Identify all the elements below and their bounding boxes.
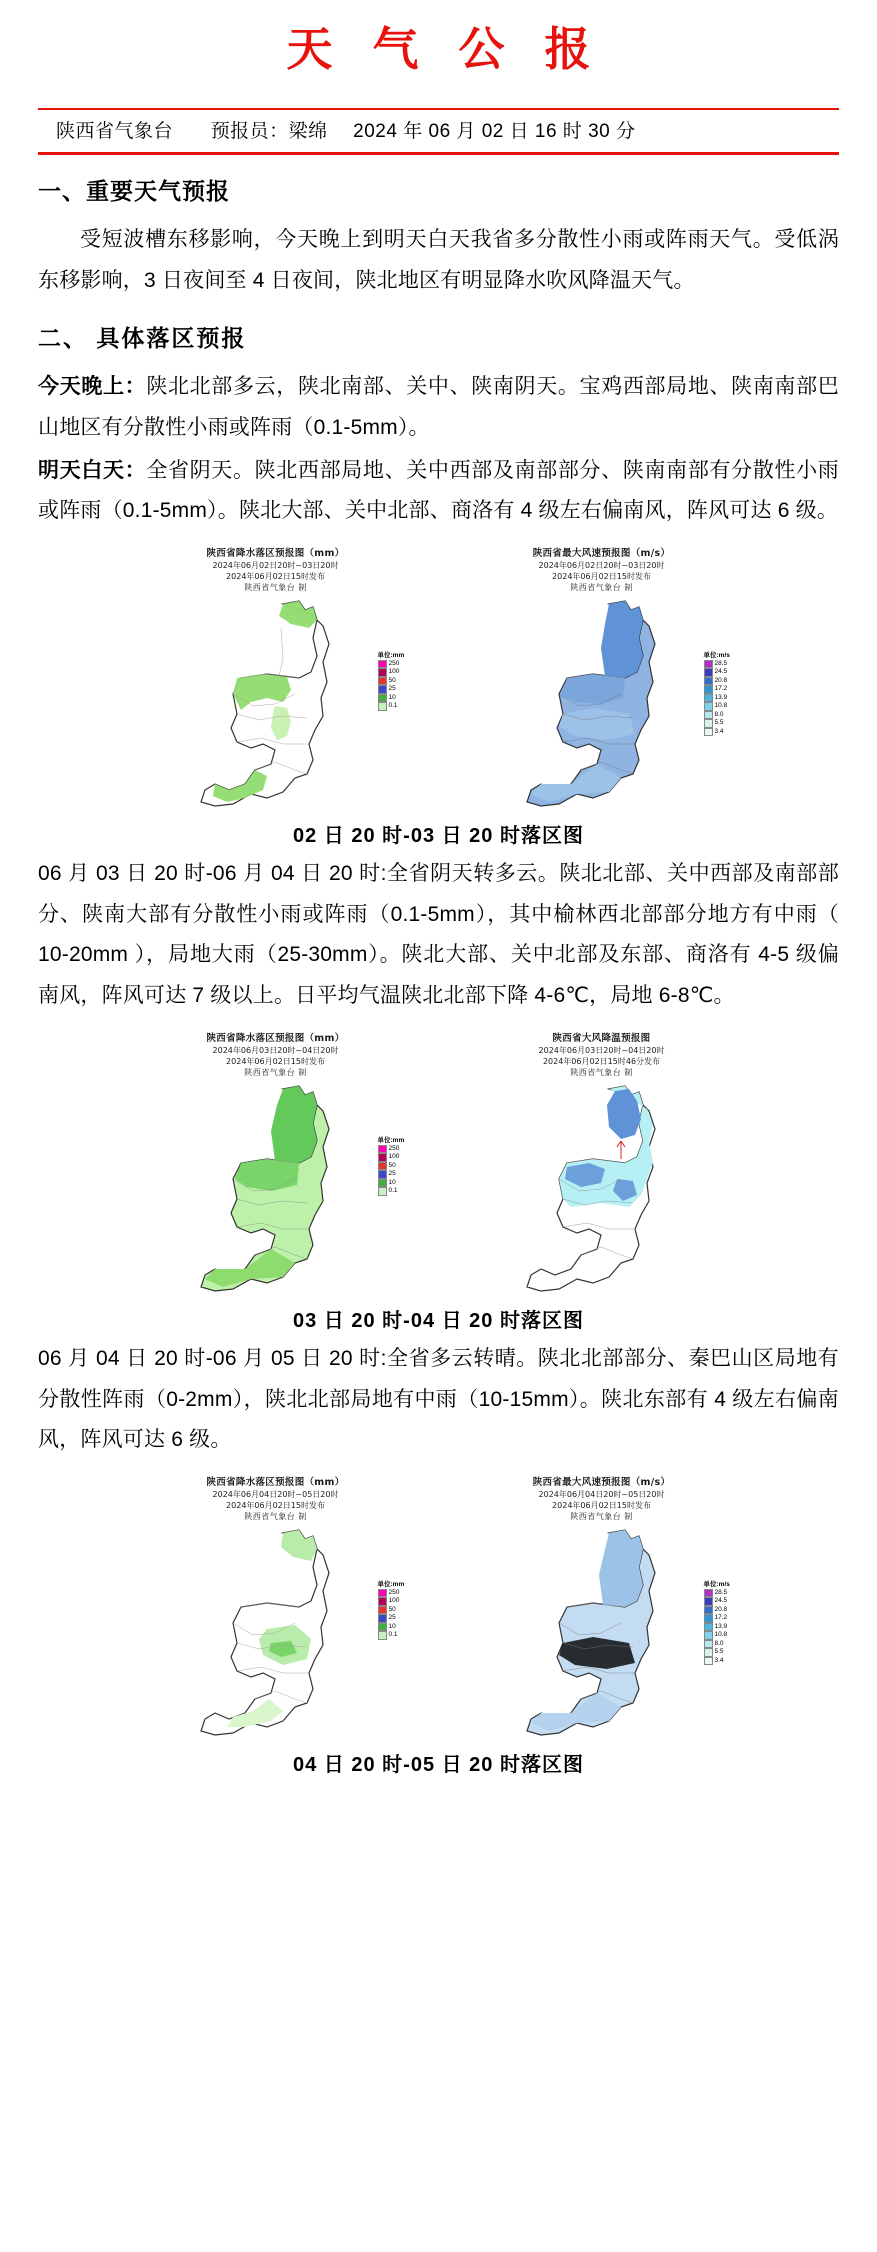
legend-swatch — [378, 1623, 387, 1632]
map-title-block — [126, 548, 426, 593]
map-panel-precip-1 — [126, 548, 426, 812]
forecaster-name: 梁绵 — [288, 121, 328, 143]
legend-item — [704, 702, 750, 711]
shaanxi-temp-drop-map-icon — [497, 1083, 707, 1295]
legend-item — [704, 668, 750, 677]
legend-item — [378, 1153, 424, 1162]
legend-label: 13.9 — [714, 1622, 728, 1630]
legend-unit: 单位:m/s — [703, 651, 730, 659]
map-title-block — [126, 1477, 426, 1522]
map-legend — [378, 1135, 424, 1196]
legend-swatch — [704, 719, 713, 728]
map-canvas — [452, 598, 752, 813]
legend-label: 28.5 — [714, 659, 728, 667]
page-title: 天 气 公 报 — [286, 22, 603, 76]
legend-swatch — [378, 1606, 387, 1615]
map-period: 2024年06月04日20时~05日20时 — [212, 1490, 339, 1500]
legend-swatch — [704, 1597, 713, 1606]
legend-label: 8.0 — [714, 1639, 724, 1647]
legend-label: 10 — [388, 1622, 396, 1630]
map-title: 陕西省大风降温预报图 — [552, 1033, 651, 1045]
legend-item — [704, 1640, 750, 1649]
header-rule-bottom — [38, 152, 839, 155]
legend-swatch — [378, 1170, 387, 1179]
legend-label: 0.1 — [388, 1187, 398, 1195]
map-canvas — [452, 1083, 752, 1298]
legend-item — [704, 711, 750, 720]
legend-swatch — [704, 1614, 713, 1623]
legend-label: 50 — [388, 676, 396, 684]
legend-label: 250 — [388, 1588, 400, 1596]
map-pair-3 — [38, 1477, 839, 1741]
figure-caption-3: 04 日 20 时-05 日 20 时落区图 — [293, 1753, 584, 1776]
map-canvas — [126, 1527, 426, 1742]
map-legend — [378, 650, 424, 711]
legend-swatch — [704, 1657, 713, 1666]
map-period: 2024年06月02日20时~03日20时 — [212, 561, 339, 571]
legend-swatch — [704, 711, 713, 720]
legend-unit: 单位:m/s — [703, 1580, 730, 1588]
legend-swatch — [378, 702, 387, 711]
legend-swatch — [378, 1631, 387, 1640]
legend-label: 50 — [388, 1161, 396, 1169]
map-canvas — [126, 1083, 426, 1298]
map-title-block — [452, 548, 752, 593]
issue-timestamp: 2024 年 06 月 02 日 16 时 30 分 — [353, 121, 636, 143]
legend-item — [704, 1589, 750, 1598]
legend-item — [378, 685, 424, 694]
legend-swatch — [378, 694, 387, 703]
legend-label: 20.8 — [714, 1605, 728, 1613]
map-maker: 陕西省气象台 制 — [570, 1511, 633, 1521]
legend-item — [378, 1187, 424, 1196]
map-issued: 2024年06月02日15时发布 — [226, 1056, 325, 1066]
legend-item — [704, 1631, 750, 1640]
legend-label: 25 — [388, 685, 396, 693]
legend-label: 17.2 — [714, 1614, 728, 1622]
figure-caption-2: 03 日 20 时-04 日 20 时落区图 — [293, 1309, 584, 1332]
legend-label: 20.8 — [714, 676, 728, 684]
issuing-agency: 陕西省气象台 — [56, 121, 174, 143]
map-period: 2024年06月04日20时~05日20时 — [538, 1490, 665, 1500]
legend-swatch — [704, 660, 713, 669]
map-maker: 陕西省气象台 制 — [570, 1067, 633, 1077]
section-heading-important-forecast: 一、重要天气预报 — [38, 178, 230, 205]
map-maker: 陕西省气象台 制 — [244, 582, 307, 592]
legend-item — [378, 694, 424, 703]
legend-label: 24.5 — [714, 668, 728, 676]
map-period: 2024年06月02日20时~03日20时 — [538, 561, 665, 571]
legend-item — [704, 1648, 750, 1657]
figure-block-1 — [38, 548, 839, 847]
legend-swatch — [378, 668, 387, 677]
map-panel-temp-2 — [452, 1033, 752, 1297]
legend-label: 8.0 — [714, 710, 724, 718]
legend-swatch — [704, 1648, 713, 1657]
document-content — [0, 173, 877, 1776]
legend-item — [378, 1170, 424, 1179]
map-period: 2024年06月03日20时~04日20时 — [538, 1046, 665, 1056]
map-title: 陕西省最大风速预报图（m/s） — [532, 548, 671, 560]
period-paragraph-0605: 06 月 04 日 20 时-06 月 05 日 20 时:全省多云转晴。陕北北部部分、秦巴山区局地有分散性阵雨（0-2mm），陕北北部局地有中雨（10-15mm）。陕北东部有 4 级左右偏南风，阵风可达 6 级。 — [38, 1346, 839, 1452]
legend-swatch — [378, 677, 387, 686]
legend-label: 25 — [388, 1614, 396, 1622]
forecast-tomorrow-sep: ： — [124, 458, 147, 482]
map-canvas — [126, 598, 426, 813]
figure-caption-1: 02 日 20 时-03 日 20 时落区图 — [293, 824, 584, 847]
map-title: 陕西省降水落区预报图（mm） — [206, 1033, 345, 1045]
legend-swatch — [704, 668, 713, 677]
map-title-block — [452, 1477, 752, 1522]
legend-label: 250 — [388, 1144, 400, 1152]
map-maker: 陕西省气象台 制 — [244, 1511, 307, 1521]
map-legend — [378, 1579, 424, 1640]
period-paragraph-0604: 06 月 03 日 20 时-06 月 04 日 20 时:全省阴天转多云。陕北北部、关中西部及南部部分、陕南大部有分散性小雨或阵雨（0.1-5mm），其中榆林西北部部分地方有中雨（ 10-20mm ），局地大雨（25-30mm）。陕北大部、关中北部及东部、商洛有 4-5 级偏南风，阵风可达 7 级以上。日平均气温陕北北部下降 4-6℃，局地 6-8℃。 — [38, 861, 839, 1008]
legend-swatch — [378, 1597, 387, 1606]
figure-block-3 — [38, 1477, 839, 1776]
legend-label: 3.4 — [714, 1656, 724, 1664]
legend-label: 100 — [388, 1153, 400, 1161]
forecast-tomorrow-text: 全省阴天。陕北西部局地、关中西部及南部部分、陕南南部有分散性小雨或阵雨（0.1-5mm）。陕北大部、关中北部、商洛有 4 级左右偏南风，阵风可达 6 级。 — [38, 458, 840, 523]
legend-item — [378, 1145, 424, 1154]
legend-swatch — [704, 1589, 713, 1598]
legend-label: 5.5 — [714, 719, 724, 727]
legend-item — [704, 1614, 750, 1623]
legend-swatch — [704, 1606, 713, 1615]
legend-label: 50 — [388, 1605, 396, 1613]
shaanxi-wind-map-icon — [497, 598, 707, 810]
legend-swatch — [704, 685, 713, 694]
legend-item — [378, 1597, 424, 1606]
map-maker: 陕西省气象台 制 — [570, 582, 633, 592]
legend-item — [704, 1606, 750, 1615]
legend-swatch — [378, 660, 387, 669]
map-pair-2 — [38, 1033, 839, 1297]
legend-item — [704, 728, 750, 737]
legend-item — [704, 660, 750, 669]
map-title: 陕西省降水落区预报图（mm） — [206, 1477, 345, 1489]
legend-item — [704, 694, 750, 703]
legend-swatch — [378, 1187, 387, 1196]
legend-swatch — [704, 694, 713, 703]
legend-item — [378, 660, 424, 669]
map-panel-wind-1 — [452, 548, 752, 812]
legend-swatch — [704, 702, 713, 711]
legend-swatch — [378, 1162, 387, 1171]
map-panel-wind-3 — [452, 1477, 752, 1741]
legend-item — [378, 677, 424, 686]
legend-swatch — [378, 685, 387, 694]
legend-swatch — [704, 728, 713, 737]
forecaster-label: 预报员： — [210, 121, 289, 143]
legend-swatch — [704, 1623, 713, 1632]
legend-item — [378, 702, 424, 711]
map-issued: 2024年06月02日15时发布 — [552, 572, 651, 582]
legend-swatch — [704, 1640, 713, 1649]
shaanxi-precip-map-icon — [171, 1527, 381, 1739]
legend-item — [704, 1623, 750, 1632]
forecast-tomorrow — [38, 451, 839, 533]
important-forecast-paragraph: 受短波槽东移影响，今天晚上到明天白天我省多分散性小雨或阵雨天气。受低涡东移影响，3 日夜间至 4 日夜间，陕北地区有明显降水吹风降温天气。 — [38, 227, 839, 292]
legend-label: 25 — [388, 1170, 396, 1178]
legend-swatch — [704, 1631, 713, 1640]
legend-unit: 单位:mm — [377, 651, 405, 659]
legend-item — [378, 1631, 424, 1640]
legend-item — [704, 1657, 750, 1666]
map-legend — [704, 1579, 750, 1666]
map-period: 2024年06月03日20时~04日20时 — [212, 1046, 339, 1056]
legend-label: 24.5 — [714, 1597, 728, 1605]
legend-swatch — [378, 1179, 387, 1188]
map-title: 陕西省降水落区预报图（mm） — [206, 548, 345, 560]
legend-label: 28.5 — [714, 1588, 728, 1596]
legend-item — [378, 1614, 424, 1623]
map-panel-precip-3 — [126, 1477, 426, 1741]
legend-item — [378, 668, 424, 677]
header-block — [38, 108, 839, 155]
legend-swatch — [378, 1145, 387, 1154]
map-issued: 2024年06月02日15时46分发布 — [542, 1056, 661, 1066]
map-pair-1 — [38, 548, 839, 812]
legend-swatch — [378, 1589, 387, 1598]
map-title: 陕西省最大风速预报图（m/s） — [532, 1477, 671, 1489]
map-panel-precip-2 — [126, 1033, 426, 1297]
legend-swatch — [704, 677, 713, 686]
header-info-line — [38, 110, 839, 152]
legend-label: 10 — [388, 1178, 396, 1186]
forecast-tonight-label: 今天晚上 — [38, 374, 125, 398]
legend-item — [378, 1589, 424, 1598]
forecast-tonight — [38, 367, 839, 449]
legend-item — [378, 1162, 424, 1171]
legend-label: 13.9 — [714, 693, 728, 701]
legend-label: 10.8 — [714, 702, 728, 710]
legend-item — [704, 685, 750, 694]
legend-swatch — [378, 1153, 387, 1162]
legend-item — [378, 1623, 424, 1632]
map-title-block — [452, 1033, 752, 1078]
legend-label: 0.1 — [388, 702, 398, 710]
legend-item — [704, 677, 750, 686]
figure-block-2 — [38, 1033, 839, 1332]
forecast-tonight-sep: ： — [124, 374, 147, 398]
legend-item — [378, 1606, 424, 1615]
legend-label: 250 — [388, 659, 400, 667]
forecast-tomorrow-label: 明天白天 — [38, 458, 125, 482]
legend-label: 0.1 — [388, 1631, 398, 1639]
legend-unit: 单位:mm — [377, 1580, 405, 1588]
map-canvas — [452, 1527, 752, 1742]
forecast-tonight-text: 陕北北部多云，陕北南部、关中、陕南阴天。宝鸡西部局地、陕南南部巴山地区有分散性小雨或阵雨（0.1-5mm）。 — [38, 374, 840, 439]
legend-unit: 单位:mm — [377, 1136, 405, 1144]
legend-item — [378, 1179, 424, 1188]
map-title-block — [126, 1033, 426, 1078]
legend-label: 17.2 — [714, 685, 728, 693]
shaanxi-precip-map-icon — [171, 1083, 381, 1295]
legend-label: 100 — [388, 1597, 400, 1605]
map-issued: 2024年06月02日15时发布 — [226, 572, 325, 582]
map-maker: 陕西省气象台 制 — [244, 1067, 307, 1077]
legend-label: 10 — [388, 693, 396, 701]
section-heading-area-forecast: 二、 具体落区预报 — [38, 324, 247, 351]
map-legend — [704, 650, 750, 737]
map-issued: 2024年06月02日15时发布 — [552, 1500, 651, 1510]
map-issued: 2024年06月02日15时发布 — [226, 1500, 325, 1510]
legend-label: 3.4 — [714, 727, 724, 735]
legend-label: 100 — [388, 668, 400, 676]
legend-label: 5.5 — [714, 1648, 724, 1656]
shaanxi-wind-map-icon — [497, 1527, 707, 1739]
legend-label: 10.8 — [714, 1631, 728, 1639]
legend-item — [704, 719, 750, 728]
legend-swatch — [378, 1614, 387, 1623]
legend-item — [704, 1597, 750, 1606]
shaanxi-precip-map-icon — [171, 598, 381, 810]
